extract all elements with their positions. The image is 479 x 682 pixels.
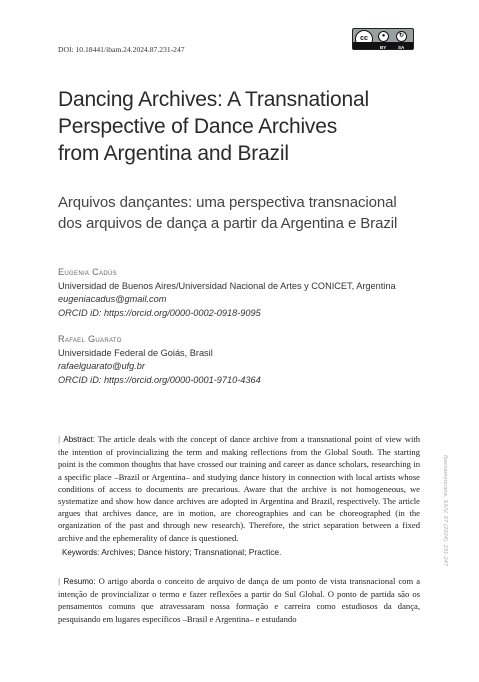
keywords-label: Keywords: [62,548,100,557]
author-email[interactable]: eugeniacadus@gmail.com [58,294,167,304]
attribution-person-icon: ● [378,31,389,42]
author-block [58,266,396,320]
license-by-label: BY [380,45,387,50]
share-alike-icon: ↻ [396,31,407,42]
subtitle-line: dos arquivos de dança a partir da Argentina e Brazil [58,215,398,232]
title-line: from Argentina and Brazil [58,142,289,165]
abstract-label: Abstract: [63,435,95,444]
keywords-line [62,547,281,557]
license-sa-label: SA [398,45,405,50]
author-email[interactable]: rafaelguarato@ufg.br [58,361,145,371]
resumo-paragraph [58,575,420,625]
author-orcid[interactable]: ORCID iD: https://orcid.org/0000-0002-0918-9095 [58,307,261,318]
author-block [58,333,261,387]
author-name: Eugenia Cadús [58,267,117,277]
resumo-label: Resumo: [63,577,96,586]
cc-logo-icon: cc [355,30,373,48]
journal-side-reference [440,455,450,635]
title-line: Perspective of Dance Archives [58,115,338,138]
title-line: Dancing Archives: A Transnational [58,88,369,111]
cc-license-badge[interactable] [352,28,414,50]
subtitle-line: Arquivos dançantes: uma perspectiva transnacional [58,194,397,211]
article-subtitle [58,192,438,234]
author-affiliation: Universidade Federal de Goiás, Brasil [58,347,213,358]
abstract-paragraph [58,433,420,544]
article-title [58,86,418,167]
doi-text[interactable]: DOI: 10.18441/ibam.24.2024.87.231-247 [58,45,185,54]
author-orcid[interactable]: ORCID iD: https://orcid.org/0000-0001-9710-4364 [58,374,261,385]
author-name: Rafael Guarato [58,334,122,344]
section-bar: | [58,576,64,586]
resumo-text: O artigo aborda o conceito de arquivo de dança de um ponto de vista transnacional com a intenção de provincializar o termo e fazer reflexões a partir do Sul Global. O ponto de partida são os pensamentos comuns que atravessaram nossa formação e carreira como estudiosos da dança, pesquisando em lugares específicos –Brasil e Argentina– e estudando [58,576,421,624]
section-bar: | [58,434,64,444]
keywords-text: Archives; Dance history; Transnational; Practice. [101,547,282,557]
abstract-text: The article deals with the concept of dance archive from a transnational point of view with the intention of provincializing the term and making reflections from the Global South. The starting point is the common thoughts that have crossed our training and career as dance scholars, researching in a specific place –Brazil or Argentina– and studying dance history in connection with local artists whose conditions of access to documents are precarious. Aware that the archive is not homogeneous, we systematize and show how dance archives are adopted in Argentina and Brazil, respectively. The article argues that archives dance, are in motion, are choreographies and can be choreographed (in the organization of the past and through new research). Therefore, the strict separation between a fixed archive and the ephemerality of dance is questioned. [58,434,421,543]
author-affiliation: Universidad de Buenos Aires/Universidad Nacional de Artes y CONICET, Argentina [58,280,396,291]
side-reference-text: Iberoamericana, XXIV, 87 (2024), 231-247 [442,455,448,567]
